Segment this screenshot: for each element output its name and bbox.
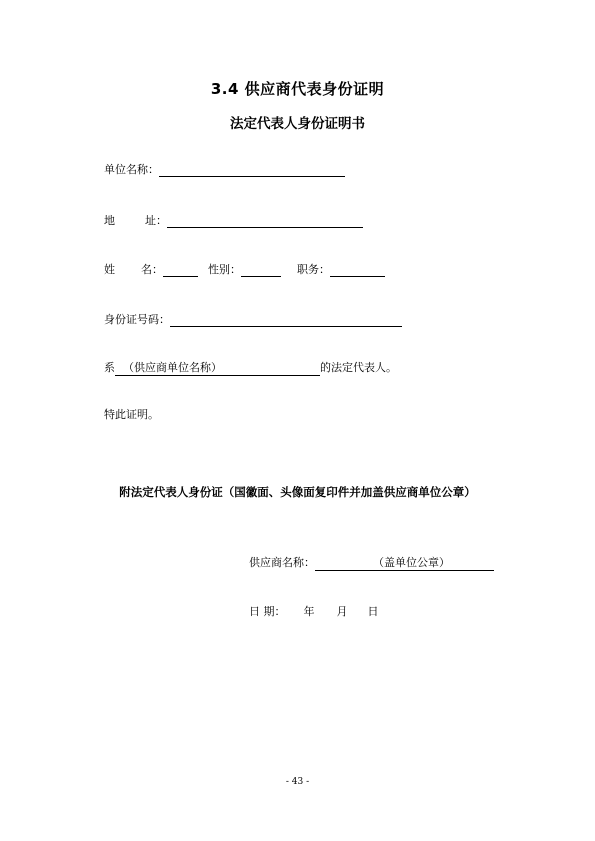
attachment-note: 附法定代表人身份证（国徽面、头像面复印件并加盖供应商单位公章） xyxy=(119,485,476,499)
supplier-name-placeholder: （供应商单位名称） xyxy=(115,361,320,376)
gender-label: 性别： xyxy=(208,263,241,276)
certify-text: 特此证明。 xyxy=(104,408,159,421)
document-title: 3.4 供应商代表身份证明 xyxy=(210,80,385,98)
id-number-label: 身份证号码： xyxy=(104,313,170,326)
seal-placeholder: （盖单位公章） xyxy=(315,556,494,571)
date-year: 年 xyxy=(303,605,315,618)
name-label-part1: 姓 xyxy=(104,263,115,276)
statement-row xyxy=(104,361,397,375)
date-day: 日 xyxy=(367,605,379,618)
position-label: 职务： xyxy=(297,263,330,276)
supplier-name-label: 供应商名称： xyxy=(249,556,315,569)
name-blank xyxy=(163,264,198,277)
date-month: 月 xyxy=(336,605,348,618)
document-subtitle: 法定代表人身份证明书 xyxy=(230,116,365,132)
date-row xyxy=(249,605,379,619)
position-blank xyxy=(330,264,385,277)
personal-info-row xyxy=(104,263,385,277)
address-label-part2: 址： xyxy=(145,214,167,227)
gender-blank xyxy=(241,264,281,277)
unit-name-blank xyxy=(159,164,345,177)
id-number-blank xyxy=(170,314,402,327)
address-row xyxy=(104,214,363,228)
address-label-part1: 地 xyxy=(104,214,115,227)
address-blank xyxy=(167,215,363,228)
name-label-part2: 名： xyxy=(141,263,163,276)
unit-name-label: 单位名称： xyxy=(104,163,159,176)
supplier-signature-row xyxy=(249,556,494,570)
page-number: - 43 - xyxy=(285,777,310,787)
statement-prefix: 系 xyxy=(104,361,115,374)
statement-suffix: 的法定代表人。 xyxy=(320,361,397,374)
id-number-row xyxy=(104,313,402,327)
unit-name-row xyxy=(104,163,345,177)
date-label: 日 期： xyxy=(249,605,286,618)
